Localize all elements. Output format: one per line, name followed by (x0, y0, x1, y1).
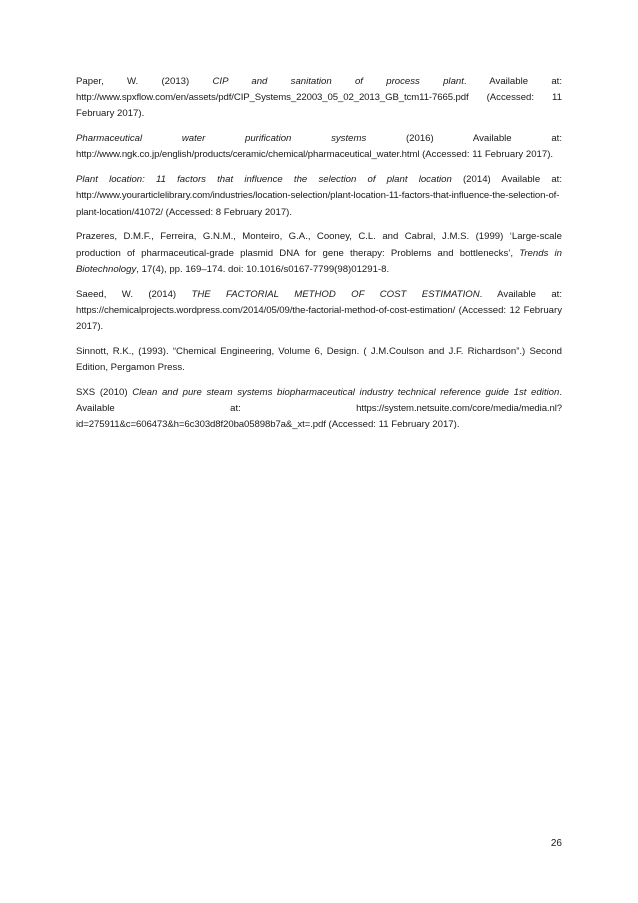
reference-list (76, 74, 562, 442)
reference-entry (76, 385, 562, 434)
reference-authors: Saeed, W. (2014) (76, 288, 192, 300)
reference-title: Plant location: 11 factors that influence the selection of plant location (76, 174, 452, 186)
reference-title: THE FACTORIAL METHOD OF COST ESTIMATION (191, 288, 480, 300)
reference-entry (76, 344, 562, 376)
reference-accessed: (Accessed: 11 February 2017). (325, 419, 460, 431)
reference-entry (76, 131, 562, 163)
reference-details: , 17(4), pp. 169–174. doi: 10.1016/s0167-7799(98)01291-8. (136, 263, 390, 275)
reference-accessed: (Accessed: 11 February 2017). (419, 149, 554, 161)
reference-accessed: (Accessed: 11 February 2017). (76, 92, 562, 120)
reference-title: CIP and sanitation of process plant (212, 76, 464, 87)
reference-authors: SXS (2010) (76, 386, 133, 398)
reference-url: http://www.spxflow.com/en/assets/pdf/CIP_Systems_22003_05_02_2013_GB_tcm11-7665.pdf (76, 92, 469, 104)
reference-title: Clean and pure steam systems biopharmaceutical industry technical reference guide 1st edition (132, 386, 560, 398)
reference-availability: . Available at: (479, 288, 562, 300)
reference-authors: Paper, W. (2013) (76, 76, 213, 87)
reference-journal: Trends in Biotechnology (76, 247, 562, 275)
reference-url: https://chemicalprojects.wordpress.com/2014/05/09/the-factorial-method-of-cost-estimation/ (76, 304, 456, 316)
reference-availability: . Available at: (76, 386, 562, 415)
reference-availability: (2014) Available at: (451, 174, 563, 186)
reference-availability: (2016) Available at: (366, 133, 562, 145)
reference-url: http://www.ngk.co.jp/english/products/ceramic/chemical/pharmaceutical_water.html (76, 149, 420, 161)
reference-entry (76, 229, 562, 278)
reference-authors: Prazeres, D.M.F., Ferreira, G.N.M., Monteiro, G.A., Cooney, C.L. and Cabral, J.M.S. (1999) ‘Large-scale production of pharmaceutical-grade plasmid DNA for gene therapy: Problems and bottlenecks’, (76, 231, 562, 259)
reference-url: http://www.yourarticlelibrary.com/industries/location-selection/plant-location-11-factors-that-influence-the-selection-of-plant-location/41072/ (76, 190, 560, 218)
reference-entry (76, 74, 562, 123)
reference-accessed: (Accessed: 12 February 2017). (76, 304, 562, 333)
reference-title: Pharmaceutical water purification systems (76, 133, 367, 145)
reference-entry (76, 172, 562, 221)
reference-url: https://system.netsuite.com/core/media/media.nl?id=275911&c=606473&h=6c303d8f20ba05898b7a&_xt=.pdf (76, 403, 562, 431)
reference-accessed: (Accessed: 8 February 2017). (162, 206, 293, 218)
reference-availability: . Available at: (463, 76, 562, 87)
reference-entry (76, 287, 562, 336)
reference-text: Sinnott, R.K., (1993). “Chemical Engineering, Volume 6, Design. ( J.M.Coulson and J.F. Richardson”.) Second Edition, Pergamon Press. (76, 345, 562, 374)
page-number: 26 (550, 838, 562, 849)
